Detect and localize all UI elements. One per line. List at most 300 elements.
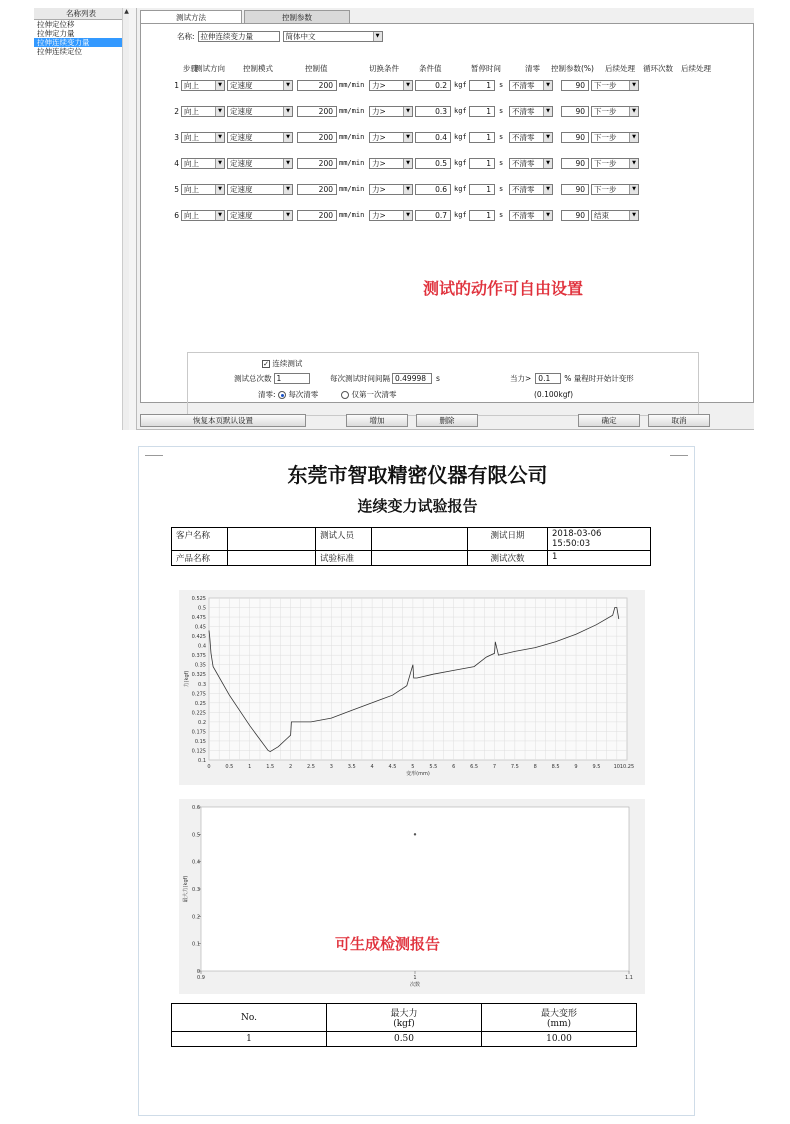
step-number: 3	[174, 133, 179, 142]
continuous-test-checkbox[interactable]: ✓	[263, 360, 269, 368]
name-label: 名称:	[177, 31, 195, 41]
direction-select-value: 向上	[184, 185, 199, 194]
pause-input[interactable]: 1	[469, 210, 495, 221]
direction-select[interactable]	[181, 132, 225, 143]
result-header-deform	[482, 1004, 637, 1032]
y-tick-label: 0.1	[198, 758, 206, 764]
condition-value-input[interactable]: 0.5	[415, 158, 451, 169]
x-axis-label: 变形(mm)	[406, 771, 430, 777]
next-action-select[interactable]	[591, 132, 639, 143]
y-tick-label: 0.6	[192, 805, 200, 811]
y-tick-label: 0.5	[198, 605, 206, 612]
force-deformation-chart	[179, 590, 645, 785]
chevron-down-icon[interactable]: ▼	[283, 159, 292, 168]
y-tick-label: 0.275	[191, 691, 206, 698]
force-threshold-suffix: % 量程时开始计变形	[564, 374, 634, 383]
company-name: 东莞市智取精密仪器有限公司	[287, 463, 548, 487]
sidebar-header: 名称列表	[34, 8, 128, 20]
condition-select[interactable]	[369, 106, 413, 117]
chevron-down-icon[interactable]: ▼	[283, 185, 292, 194]
chevron-down-icon[interactable]: ▼	[215, 159, 224, 168]
sidebar-items	[34, 20, 128, 56]
y-tick-label: 0.3	[198, 681, 206, 688]
chevron-down-icon[interactable]: ▼	[215, 185, 224, 194]
zero-first-label[interactable]: 仅第一次清零	[351, 390, 397, 399]
chevron-down-icon[interactable]: ▼	[403, 159, 412, 168]
step-number: 1	[174, 81, 179, 90]
zero-select[interactable]	[509, 158, 553, 169]
condition-unit: kgf	[454, 185, 467, 193]
product-value	[228, 551, 316, 566]
direction-select-value: 向上	[184, 107, 199, 116]
chevron-down-icon[interactable]: ▼	[215, 211, 224, 220]
results-table	[171, 1003, 637, 1047]
force-deformation-chart-svg	[179, 590, 645, 785]
vertical-scrollbar[interactable]	[129, 8, 137, 430]
pause-unit: s	[499, 159, 504, 167]
next-action-select-value: 下一步	[594, 159, 617, 168]
x-tick-label: 4	[370, 764, 374, 770]
control-param-input[interactable]: 90	[561, 132, 589, 143]
count-value: 1	[548, 551, 651, 566]
chevron-down-icon[interactable]: ▼	[629, 107, 638, 116]
sidebar-item[interactable]: 拉伸定力量	[37, 29, 75, 38]
chevron-down-icon[interactable]: ▼	[629, 185, 638, 194]
language-select[interactable]	[283, 31, 383, 42]
control-unit: mm/min	[339, 107, 365, 115]
control-unit: mm/min	[339, 159, 365, 167]
scroll-up-icon[interactable]: ▲	[124, 8, 129, 15]
control-value-input[interactable]: 200	[297, 158, 337, 169]
date-label: 测试日期	[468, 528, 548, 551]
condition-select-value: 力>	[372, 211, 386, 220]
name-row	[177, 30, 383, 42]
next-action-select-value: 下一步	[594, 185, 617, 194]
control-param-input[interactable]: 90	[561, 210, 589, 221]
delete-button[interactable]: 删除	[416, 414, 478, 427]
next-action-select[interactable]	[591, 106, 639, 117]
tester-value	[372, 528, 468, 551]
continuous-test-label: 连续测试	[272, 359, 303, 368]
y-tick-label: 0.35	[194, 662, 206, 669]
x-tick-label: 0.5	[225, 764, 234, 770]
chevron-down-icon[interactable]: ▼	[629, 133, 638, 142]
control-value-input[interactable]: 200	[297, 80, 337, 91]
x-tick-label: 0.9	[197, 975, 205, 981]
zero-each-radio[interactable]	[278, 391, 286, 399]
x-tick-label: 1	[248, 764, 252, 770]
pause-input[interactable]: 1	[469, 106, 495, 117]
chevron-down-icon[interactable]: ▼	[403, 185, 412, 194]
chevron-down-icon[interactable]: ▼	[543, 81, 552, 90]
x-tick-label: 8	[533, 764, 537, 770]
chevron-down-icon[interactable]: ▼	[629, 159, 638, 168]
feature-caption: 测试的动作可自由设置	[423, 279, 584, 298]
condition-unit: kgf	[454, 107, 467, 115]
y-tick-label: 0.125	[191, 748, 206, 755]
add-button[interactable]: 增加	[346, 414, 408, 427]
y-tick-label: 0.5	[192, 832, 200, 839]
y-tick-label: 0.375	[191, 653, 206, 660]
condition-value-input[interactable]: 0.3	[415, 106, 451, 117]
next-action-select-value: 下一步	[594, 81, 617, 90]
result-header-force-unit: (kgf)	[393, 1019, 415, 1029]
product-label: 产品名称	[172, 551, 228, 566]
y-tick-label: 0	[196, 969, 200, 975]
direction-select[interactable]	[181, 158, 225, 169]
table-row	[141, 158, 755, 171]
restore-defaults-button[interactable]: 恢复本页默认设置	[140, 414, 306, 427]
continuous-test-box	[187, 352, 699, 416]
mode-select-value: 定速度	[230, 185, 253, 194]
cancel-button[interactable]: 取消	[648, 414, 710, 427]
name-input[interactable]: 拉伸连续变力量	[198, 31, 280, 42]
chevron-down-icon[interactable]: ▼	[543, 107, 552, 116]
mode-select-value: 定速度	[230, 211, 253, 220]
x-tick-label: 9	[574, 764, 578, 770]
pause-input[interactable]: 1	[469, 132, 495, 143]
total-count-input[interactable]: 1	[274, 373, 310, 384]
zero-select-value: 不清零	[512, 185, 535, 194]
control-unit: mm/min	[339, 211, 365, 219]
continuous-test-checkbox-row[interactable]	[262, 358, 302, 369]
control-unit: mm/min	[339, 185, 365, 193]
control-value-input[interactable]: 200	[297, 132, 337, 143]
condition-select[interactable]	[369, 210, 413, 221]
table-row	[141, 210, 755, 223]
step-number: 2	[174, 107, 179, 116]
chevron-down-icon[interactable]: ▼	[543, 159, 552, 168]
zero-select-value: 不清零	[512, 107, 535, 116]
interval-unit: s	[436, 374, 440, 383]
result-header-force-text: 最大力	[390, 1009, 418, 1019]
column-header: 测试方向	[195, 64, 225, 73]
pause-unit: s	[499, 211, 504, 219]
force-threshold-row	[510, 373, 634, 384]
x-tick-label: 7.5	[510, 764, 519, 770]
chevron-down-icon[interactable]: ▼	[215, 133, 224, 142]
condition-value-input[interactable]: 0.2	[415, 80, 451, 91]
corner-mark	[145, 455, 163, 456]
force-threshold-label: 当力>	[510, 374, 532, 383]
column-header: 条件值	[419, 64, 442, 73]
zero-select-value: 不清零	[512, 81, 535, 90]
zero-select[interactable]	[509, 106, 553, 117]
control-param-input[interactable]: 90	[561, 106, 589, 117]
control-value-input[interactable]: 200	[297, 184, 337, 195]
condition-value-input[interactable]: 0.4	[415, 132, 451, 143]
condition-select[interactable]	[369, 158, 413, 169]
chevron-down-icon[interactable]: ▼	[283, 133, 292, 142]
mode-select-value: 定速度	[230, 107, 253, 116]
result-max-deform: 10.00	[482, 1032, 637, 1047]
next-action-select-value: 结束	[594, 211, 609, 220]
y-tick-label: 0.2	[198, 719, 206, 726]
chevron-down-icon[interactable]: ▼	[373, 32, 382, 41]
language-value: 简体中文	[285, 31, 316, 41]
column-header: 步骤	[183, 64, 198, 73]
next-action-select[interactable]	[591, 80, 639, 91]
column-header: 控制值	[305, 64, 328, 73]
result-header-no-text: No.	[241, 1012, 257, 1023]
chevron-down-icon[interactable]: ▼	[403, 211, 412, 220]
next-action-select-value: 下一步	[594, 107, 617, 116]
total-count-row	[234, 373, 310, 384]
table-row	[141, 80, 755, 93]
tab-test-method[interactable]: 测试方法	[140, 10, 242, 24]
chevron-down-icon[interactable]: ▼	[283, 211, 292, 220]
direction-select[interactable]	[181, 184, 225, 195]
column-header: 后续处理	[681, 64, 711, 73]
x-tick-label: 6	[452, 764, 456, 770]
next-action-select[interactable]	[591, 184, 639, 195]
chevron-down-icon[interactable]: ▼	[629, 81, 638, 90]
max-force-chart	[179, 799, 645, 994]
step-number: 5	[174, 185, 179, 194]
date-cell	[548, 528, 651, 551]
zero-first-radio[interactable]	[341, 391, 349, 399]
chevron-down-icon[interactable]: ▼	[283, 81, 292, 90]
mode-select[interactable]	[227, 184, 293, 195]
chevron-down-icon[interactable]: ▼	[215, 81, 224, 90]
y-tick-label: 0.45	[194, 624, 206, 631]
condition-unit: kgf	[454, 133, 467, 141]
direction-select[interactable]	[181, 80, 225, 91]
x-tick-label: 3.5	[347, 764, 356, 770]
condition-select[interactable]	[369, 184, 413, 195]
x-tick-label: 10.25	[619, 764, 635, 770]
x-tick-label: 2.5	[306, 764, 315, 770]
direction-select-value: 向上	[184, 133, 199, 142]
test-method-panel	[140, 23, 754, 403]
next-action-select[interactable]	[591, 210, 639, 221]
x-tick-label: 1	[413, 975, 417, 981]
control-param-input[interactable]: 90	[561, 80, 589, 91]
next-action-select-value: 下一步	[594, 133, 617, 142]
control-param-input[interactable]: 90	[561, 158, 589, 169]
x-tick-label: 7	[492, 764, 497, 770]
table-row	[172, 528, 651, 551]
x-tick-label: 5.5	[429, 764, 438, 770]
result-header-deform-text: 最大变形	[540, 1009, 577, 1019]
condition-unit: kgf	[454, 81, 467, 89]
result-header-no	[172, 1004, 327, 1032]
pause-input[interactable]: 1	[469, 158, 495, 169]
interval-row	[330, 373, 440, 384]
y-tick-label: 0.175	[191, 729, 206, 736]
method-list-sidebar	[34, 8, 129, 430]
control-value-input[interactable]: 200	[297, 210, 337, 221]
mode-select[interactable]	[227, 80, 293, 91]
pause-input[interactable]: 1	[469, 184, 495, 195]
chevron-down-icon[interactable]: ▼	[543, 211, 552, 220]
mode-select[interactable]	[227, 106, 293, 117]
mode-select[interactable]	[227, 158, 293, 169]
table-row	[141, 184, 755, 197]
x-tick-label: 3	[329, 764, 333, 770]
direction-select-value: 向上	[184, 159, 199, 168]
standard-value	[372, 551, 468, 566]
column-header: 后续处理	[605, 64, 635, 73]
step-table-header	[141, 63, 755, 73]
x-tick-label: 8.5	[551, 764, 560, 770]
condition-select[interactable]	[369, 80, 413, 91]
result-header-deform-unit: (mm)	[546, 1019, 572, 1029]
data-point	[414, 833, 416, 835]
step-number: 4	[174, 159, 179, 168]
column-header: 清零	[525, 64, 540, 73]
force-threshold-input[interactable]: 0.1	[535, 373, 561, 384]
chevron-down-icon[interactable]: ▼	[215, 107, 224, 116]
condition-unit: kgf	[454, 211, 467, 219]
zero-select[interactable]	[509, 80, 553, 91]
zero-select[interactable]	[509, 210, 553, 221]
interval-input[interactable]: 0.49998	[392, 373, 432, 384]
table-row	[141, 106, 755, 119]
sidebar-item[interactable]: 拉伸连续定位	[37, 47, 82, 56]
y-tick-label: 0.225	[191, 710, 206, 717]
interval-label: 每次测试时间间隔	[330, 374, 390, 383]
y-axis-label: 最大力(kgf)	[183, 875, 189, 903]
chevron-down-icon[interactable]: ▼	[629, 211, 638, 220]
zero-label: 清零:	[258, 390, 276, 399]
result-no: 1	[172, 1032, 327, 1047]
y-tick-label: 0.15	[194, 738, 206, 745]
result-header-force	[327, 1004, 482, 1032]
chevron-down-icon[interactable]: ▼	[403, 81, 412, 90]
pause-unit: s	[499, 185, 504, 193]
y-tick-label: 0.4	[192, 859, 200, 866]
condition-value-input[interactable]: 0.7	[415, 210, 451, 221]
condition-select-value: 力>	[372, 159, 386, 168]
report-title: 连续变力试验报告	[357, 497, 478, 515]
max-force-chart-svg	[179, 799, 645, 994]
y-tick-label: 0.425	[191, 634, 206, 641]
x-tick-label: 1.5	[266, 764, 275, 770]
plot-area	[209, 598, 627, 760]
corner-mark	[670, 455, 688, 456]
x-tick-label: 10	[613, 764, 620, 770]
x-tick-label: 2	[288, 764, 293, 770]
pause-unit: s	[499, 133, 504, 141]
direction-select-value: 向上	[184, 81, 199, 90]
condition-select-value: 力>	[372, 81, 386, 90]
column-header: 暂停时间	[471, 64, 501, 73]
table-row	[172, 1032, 637, 1047]
zero-options-row	[258, 389, 396, 400]
mode-select-value: 定速度	[230, 81, 253, 90]
y-tick-label: 0.525	[191, 596, 206, 602]
x-tick-label: 0	[207, 764, 211, 770]
control-param-input[interactable]: 90	[561, 184, 589, 195]
customer-label: 客户名称	[172, 528, 228, 551]
control-value-input[interactable]: 200	[297, 106, 337, 117]
mode-select[interactable]	[227, 132, 293, 143]
total-count-label: 测试总次数	[234, 374, 272, 383]
table-row	[141, 132, 755, 145]
chevron-down-icon[interactable]: ▼	[543, 133, 552, 142]
step-number: 6	[174, 211, 179, 220]
sidebar-item[interactable]: 拉伸定位移	[37, 20, 75, 29]
pause-unit: s	[499, 81, 504, 89]
table-row	[172, 1004, 637, 1032]
zero-select-value: 不清零	[512, 133, 535, 142]
pause-input[interactable]: 1	[469, 80, 495, 91]
zero-each-label[interactable]: 每次清零	[288, 390, 319, 399]
chevron-down-icon[interactable]: ▼	[543, 185, 552, 194]
report-info-table	[171, 527, 651, 566]
zero-select[interactable]	[509, 132, 553, 143]
tab-control-params[interactable]: 控制参数	[244, 10, 350, 24]
column-header: 切换条件	[369, 64, 399, 73]
y-tick-label: 0.4	[198, 643, 206, 650]
condition-unit: kgf	[454, 159, 467, 167]
x-tick-label: 4.5	[388, 764, 397, 770]
column-header: 控制模式	[243, 64, 273, 73]
standard-label: 试验标准	[316, 551, 372, 566]
report-caption: 可生成检测报告	[335, 935, 441, 953]
zero-select-value: 不清零	[512, 159, 535, 168]
y-tick-label: 0.25	[194, 700, 206, 707]
column-header: 控制参数(%)	[551, 64, 594, 73]
pause-unit: s	[499, 107, 504, 115]
count-label: 测试次数	[468, 551, 548, 566]
direction-select-value: 向上	[184, 211, 199, 220]
mode-select-value: 定速度	[230, 159, 253, 168]
test-report-page	[138, 446, 695, 1116]
mode-select[interactable]	[227, 210, 293, 221]
ok-button[interactable]: 确定	[578, 414, 640, 427]
direction-select[interactable]	[181, 210, 225, 221]
x-tick-label: 6.5	[470, 764, 479, 770]
x-tick-label: 1.1	[625, 975, 633, 981]
condition-value-input[interactable]: 0.6	[415, 184, 451, 195]
main-area	[140, 8, 754, 430]
tester-label: 测试人员	[316, 528, 372, 551]
software-window	[34, 8, 754, 430]
control-unit: mm/min	[339, 133, 365, 141]
time-value: 15:50:03	[552, 539, 591, 549]
y-tick-label: 0.2	[192, 914, 200, 921]
zero-select-value: 不清零	[512, 211, 535, 220]
condition-select-value: 力>	[372, 107, 386, 116]
x-tick-label: 5	[411, 764, 415, 770]
condition-select-value: 力>	[372, 133, 386, 142]
condition-select[interactable]	[369, 132, 413, 143]
control-unit: mm/min	[339, 81, 365, 89]
sidebar-item[interactable]: 拉伸连续变力量	[34, 38, 128, 47]
mode-select-value: 定速度	[230, 133, 253, 142]
result-max-force: 0.50	[327, 1032, 482, 1047]
x-tick-label: 9.5	[592, 764, 601, 770]
y-axis-label: 力(kgf)	[184, 670, 190, 688]
next-action-select[interactable]	[591, 158, 639, 169]
column-header: 循环次数	[643, 64, 673, 73]
date-value: 2018-03-06	[552, 529, 602, 539]
y-tick-label: 0.325	[191, 672, 206, 679]
chevron-down-icon[interactable]: ▼	[403, 133, 412, 142]
x-axis-label: 次数	[409, 982, 421, 988]
direction-select[interactable]	[181, 106, 225, 117]
chevron-down-icon[interactable]: ▼	[283, 107, 292, 116]
condition-select-value: 力>	[372, 185, 386, 194]
customer-value	[228, 528, 316, 551]
force-threshold-note: (0.100kgf)	[534, 390, 574, 399]
zero-select[interactable]	[509, 184, 553, 195]
chevron-down-icon[interactable]: ▼	[403, 107, 412, 116]
table-row	[172, 551, 651, 566]
y-tick-label: 0.475	[191, 615, 206, 622]
